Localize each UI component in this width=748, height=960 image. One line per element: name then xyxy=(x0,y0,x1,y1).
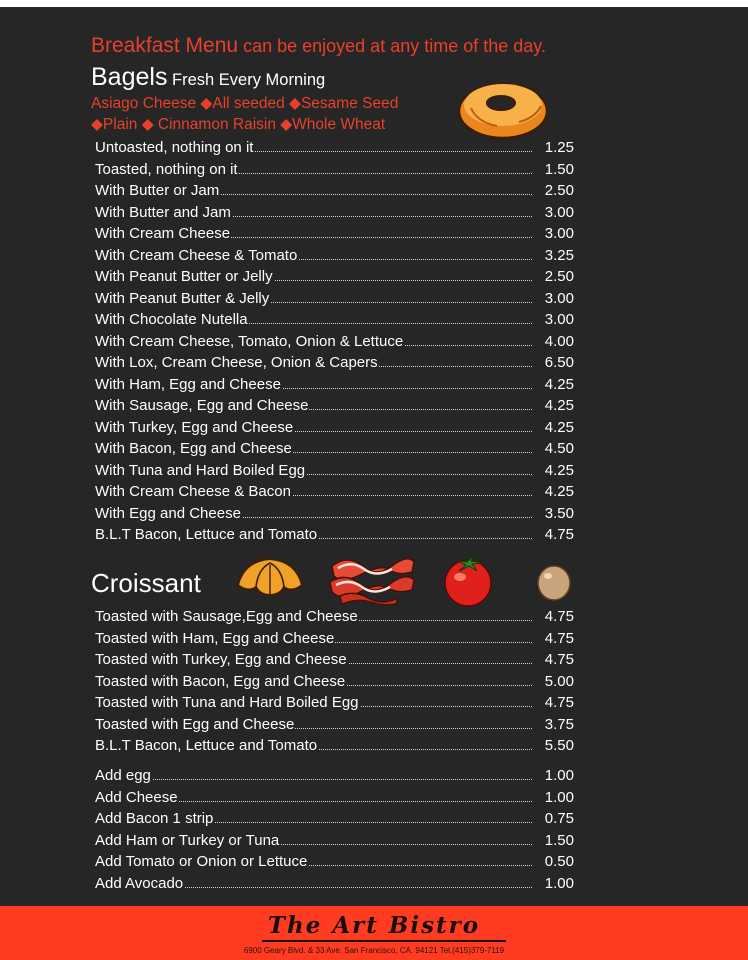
menu-item xyxy=(95,787,574,809)
menu-item-name: Add Avocado xyxy=(95,873,184,895)
intro-rest: can be enjoyed at any time of the day. xyxy=(238,36,546,56)
menu-item xyxy=(95,159,574,181)
menu-item-price: 4.25 xyxy=(538,481,574,503)
menu-item-name: Add Ham or Turkey or Tuna xyxy=(95,830,280,852)
menu-item-name: Toasted with Sausage,Egg and Cheese xyxy=(95,606,359,628)
menu-item-price: 1.00 xyxy=(538,765,574,787)
menu-item-price: 4.75 xyxy=(538,649,574,671)
menu-item xyxy=(95,671,574,693)
menu-item-price: 3.75 xyxy=(538,714,574,736)
menu-item xyxy=(95,352,574,374)
menu-item xyxy=(95,830,574,852)
bagels-title: Bagels xyxy=(91,63,168,91)
menu-item xyxy=(95,245,574,267)
menu-item-price: 0.75 xyxy=(538,808,574,830)
menu-item xyxy=(95,692,574,714)
menu-item xyxy=(95,524,574,546)
menu-item-price: 1.00 xyxy=(538,873,574,895)
menu-item-price: 5.50 xyxy=(538,735,574,757)
menu-item-price: 4.25 xyxy=(538,374,574,396)
bagel-varieties-line: ◆Plain ◆ Cinnamon Raisin ◆Whole Wheat xyxy=(91,116,386,133)
menu-item-name: With Cream Cheese & Tomato xyxy=(95,245,298,267)
menu-item-name: Toasted with Egg and Cheese xyxy=(95,714,295,736)
menu-item xyxy=(95,503,574,525)
menu-item-price: 4.50 xyxy=(538,438,574,460)
menu-item-price: 6.50 xyxy=(538,352,574,374)
menu-item-name: With Cream Cheese xyxy=(95,223,231,245)
menu-item xyxy=(95,735,574,757)
tomato-icon xyxy=(441,553,497,607)
menu-item-name: Add egg xyxy=(95,765,152,787)
bagels-heading xyxy=(91,63,325,92)
menu-item xyxy=(95,395,574,417)
menu-item-name: Toasted, nothing on it xyxy=(95,159,239,181)
menu-item-name: With Cream Cheese, Tomato, Onion & Lettuce xyxy=(95,331,404,353)
bistro-brand: The Art Bistro xyxy=(267,912,481,939)
menu-item xyxy=(95,714,574,736)
menu-item xyxy=(95,460,574,482)
croissant-title: Croissant xyxy=(91,568,201,598)
menu-item-name: With Tuna and Hard Boiled Egg xyxy=(95,460,306,482)
menu-item xyxy=(95,481,574,503)
menu-item xyxy=(95,202,574,224)
menu-item xyxy=(95,628,574,650)
menu-item-price: 4.00 xyxy=(538,331,574,353)
menu-item-price: 3.00 xyxy=(538,288,574,310)
bagel-varieties xyxy=(91,93,398,135)
menu-item-name: With Lox, Cream Cheese, Onion & Capers xyxy=(95,352,379,374)
menu-item-name: B.L.T Bacon, Lettuce and Tomato xyxy=(95,735,318,757)
footer-band xyxy=(0,906,748,960)
menu-item xyxy=(95,309,574,331)
menu-item xyxy=(95,137,574,159)
top-border xyxy=(0,0,748,7)
menu-item-price: 3.25 xyxy=(538,245,574,267)
menu-item-price: 5.00 xyxy=(538,671,574,693)
menu-item xyxy=(95,374,574,396)
menu-item-name: With Butter and Jam xyxy=(95,202,232,224)
menu-item xyxy=(95,180,574,202)
menu-item-price: 4.25 xyxy=(538,417,574,439)
menu-item xyxy=(95,438,574,460)
menu-item-name: Toasted with Tuna and Hard Boiled Egg xyxy=(95,692,360,714)
menu-item xyxy=(95,223,574,245)
menu-item-price: 1.50 xyxy=(538,159,574,181)
menu-item-name: With Ham, Egg and Cheese xyxy=(95,374,282,396)
menu-item-price: 4.75 xyxy=(538,692,574,714)
menu-item-name: Add Bacon 1 strip xyxy=(95,808,214,830)
menu-item-price: 4.75 xyxy=(538,606,574,628)
menu-item xyxy=(95,266,574,288)
menu-item-name: Add Cheese xyxy=(95,787,179,809)
menu-item-name: With Chocolate Nutella xyxy=(95,309,249,331)
menu-item-price: 4.75 xyxy=(538,524,574,546)
bacon-icon xyxy=(328,552,416,606)
menu-item-name: With Cream Cheese & Bacon xyxy=(95,481,292,503)
menu-item-price: 3.00 xyxy=(538,309,574,331)
menu-item-name: With Egg and Cheese xyxy=(95,503,242,525)
addon-menu-list xyxy=(95,765,574,894)
menu-item-name: With Bacon, Egg and Cheese xyxy=(95,438,293,460)
menu-item xyxy=(95,649,574,671)
menu-item xyxy=(95,851,574,873)
menu-item-name: With Peanut Butter or Jelly xyxy=(95,266,274,288)
croissant-icon xyxy=(234,553,306,597)
menu-item-name: Untoasted, nothing on it xyxy=(95,137,254,159)
croissant-menu-list xyxy=(95,606,574,757)
menu-item-price: 3.50 xyxy=(538,503,574,525)
menu-item-price: 2.50 xyxy=(538,266,574,288)
menu-item-price: 4.25 xyxy=(538,395,574,417)
menu-item-name: With Sausage, Egg and Cheese xyxy=(95,395,309,417)
menu-item-name: Toasted with Bacon, Egg and Cheese xyxy=(95,671,346,693)
menu-intro xyxy=(91,34,546,58)
menu-item-price: 4.25 xyxy=(538,460,574,482)
leader-dots xyxy=(95,779,532,780)
intro-lead: Breakfast Menu xyxy=(91,34,239,57)
menu-item xyxy=(95,417,574,439)
menu-item xyxy=(95,873,574,895)
brand-underline xyxy=(262,940,506,942)
menu-item-price: 3.00 xyxy=(538,223,574,245)
bagel-varieties-line: Asiago Cheese ◆All seeded ◆Sesame Seed xyxy=(91,95,399,112)
menu-item xyxy=(95,765,574,787)
menu-item xyxy=(95,808,574,830)
menu-item-price: 1.50 xyxy=(538,830,574,852)
bagels-subtitle: Fresh Every Morning xyxy=(167,71,326,89)
menu-item-name: With Butter or Jam xyxy=(95,180,220,202)
menu-item-name: Toasted with Turkey, Egg and Cheese xyxy=(95,649,348,671)
menu-item-price: 4.75 xyxy=(538,628,574,650)
menu-item-name: Add Tomato or Onion or Lettuce xyxy=(95,851,308,873)
menu-item-price: 2.50 xyxy=(538,180,574,202)
bistro-address: 6900 Geary Blvd. & 33 Ave. San Francisco, CA. 94121 Tel.(415)379-7119 xyxy=(243,946,505,955)
menu-item-price: 1.25 xyxy=(538,137,574,159)
menu-item-name: With Peanut Butter & Jelly xyxy=(95,288,270,310)
menu-item xyxy=(95,606,574,628)
menu-item-name: With Turkey, Egg and Cheese xyxy=(95,417,294,439)
menu-item xyxy=(95,331,574,353)
menu-item-name: B.L.T Bacon, Lettuce and Tomato xyxy=(95,524,318,546)
menu-item-price: 0.50 xyxy=(538,851,574,873)
menu-item-price: 1.00 xyxy=(538,787,574,809)
egg-icon xyxy=(535,561,573,601)
menu-item xyxy=(95,288,574,310)
menu-item-price: 3.00 xyxy=(538,202,574,224)
menu-item-name: Toasted with Ham, Egg and Cheese xyxy=(95,628,335,650)
bagel-icon xyxy=(457,78,549,140)
bagel-menu-list xyxy=(95,137,574,546)
